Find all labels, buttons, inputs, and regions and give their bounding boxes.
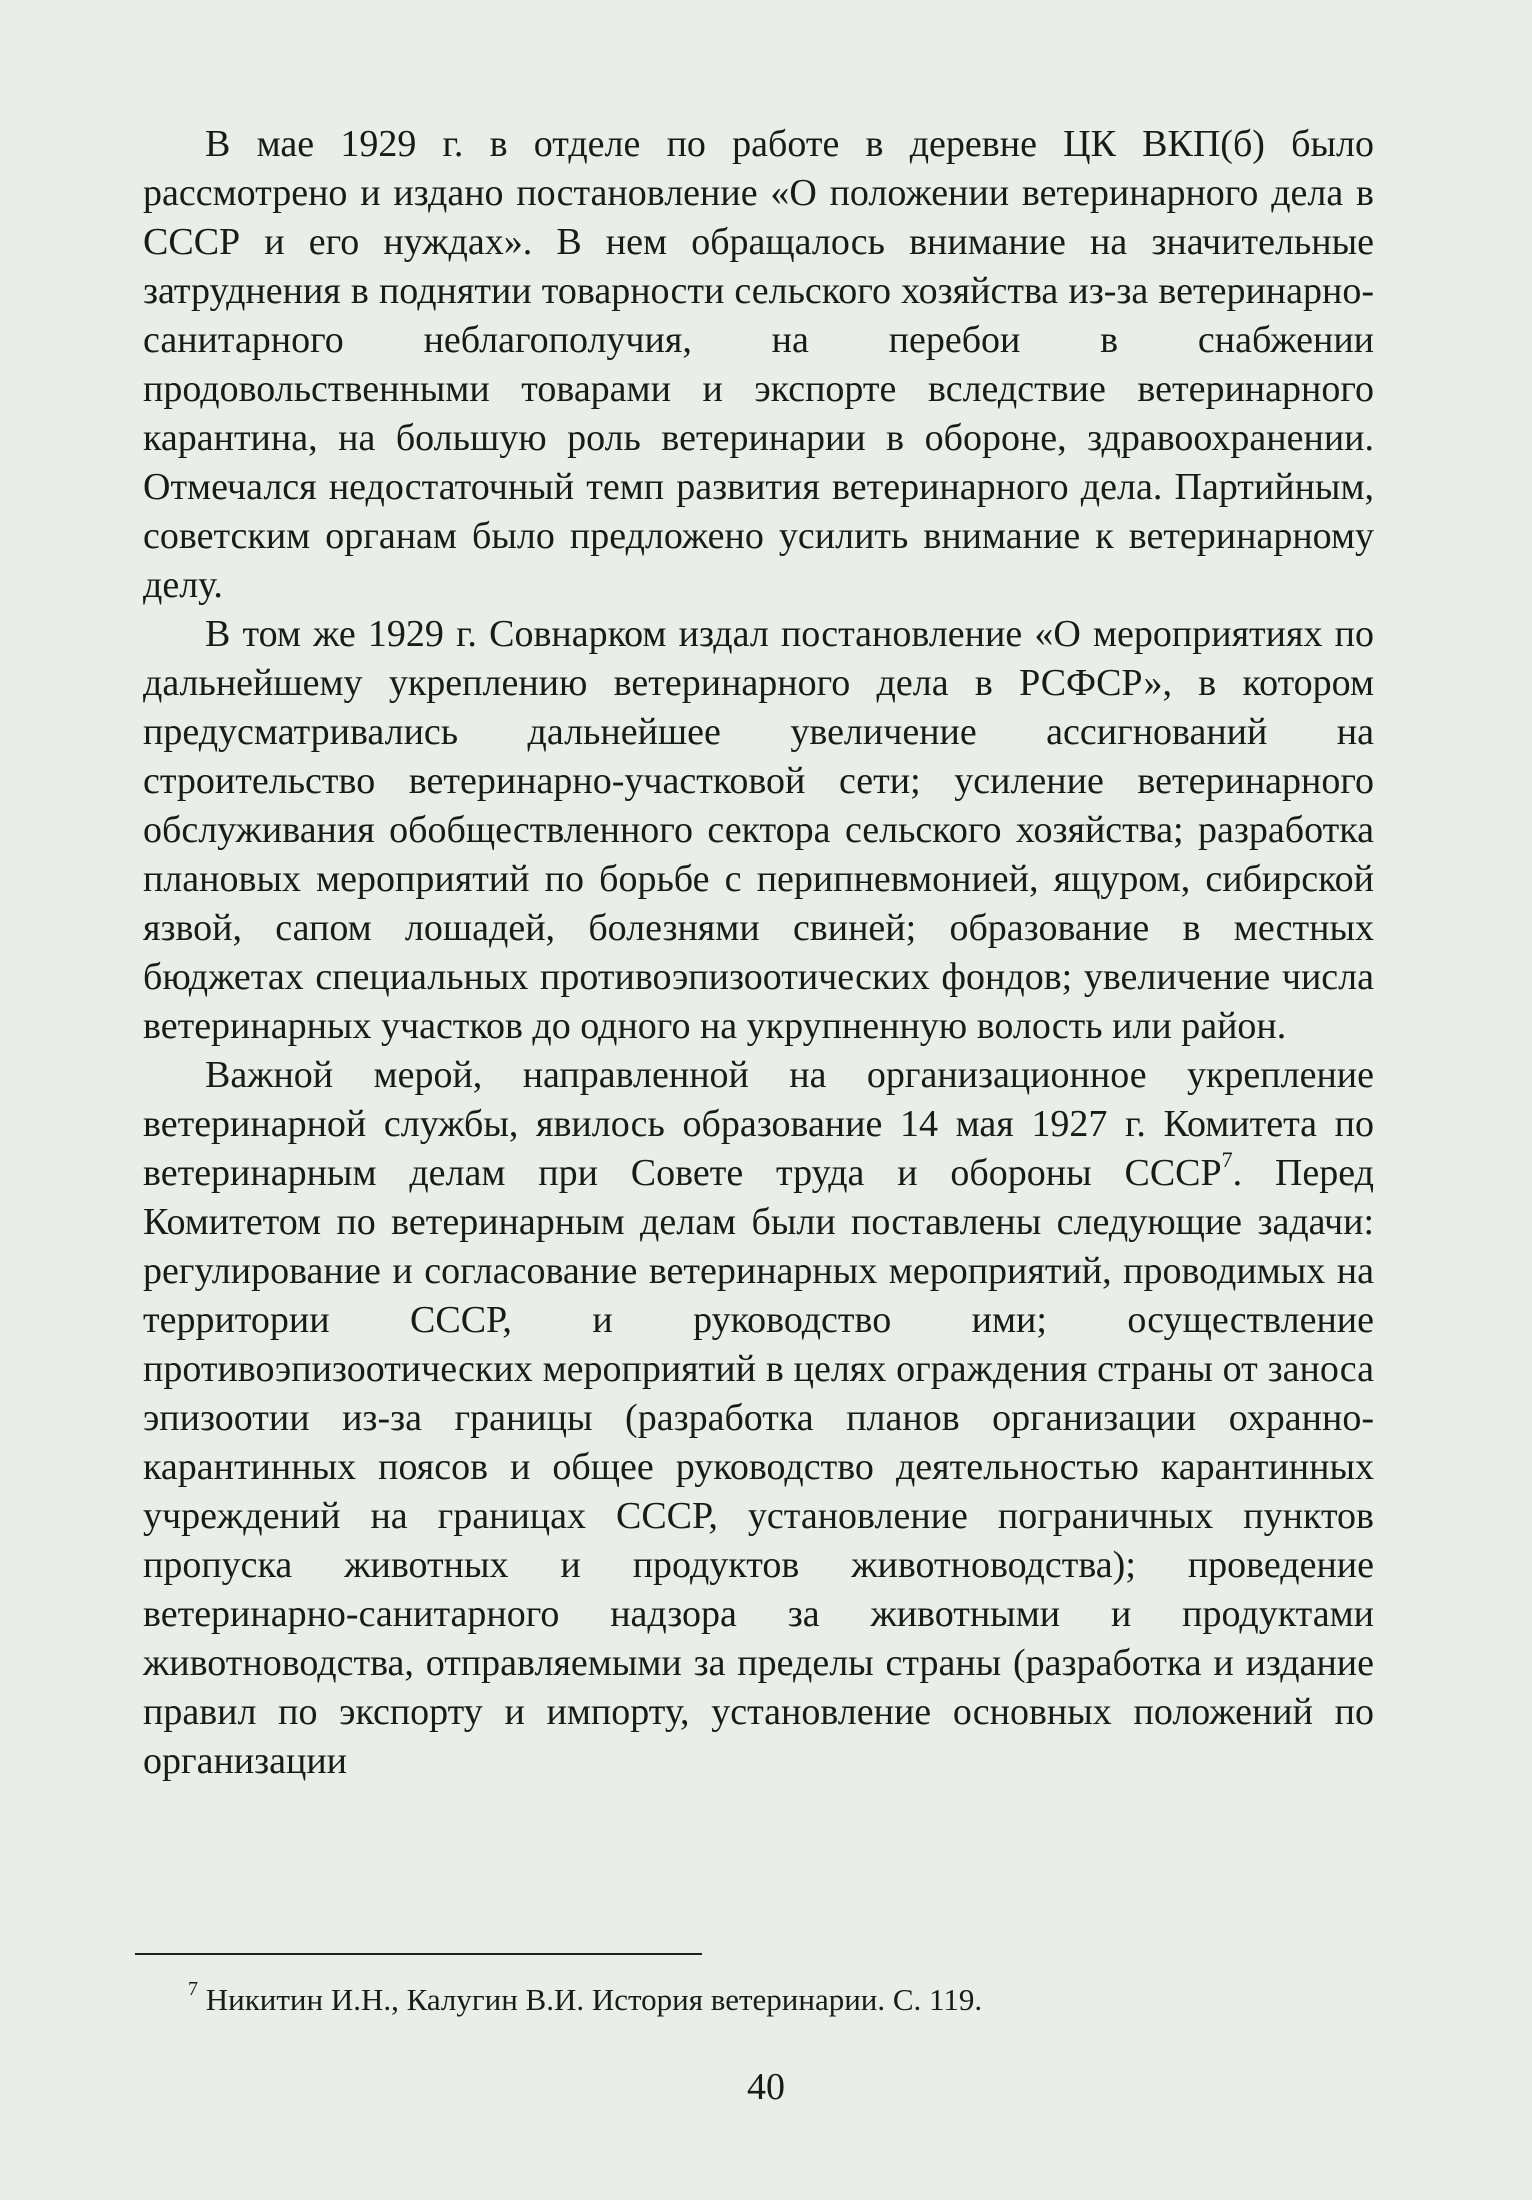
paragraph-2: В том же 1929 г. Совнарком издал постановление «О мероприятиях по дальнейшему укреплению ветеринарного дела в РСФСР», в котором предусматривались дальнейшее увеличение ассигнований на строительство ветеринарно-участковой сети; усиление ветеринарного обслуживания обобществленного сектора сельского хозяйства; разработка плановых мероприятий по борьбе с перипневмонией, ящуром, сибирской язвой, сапом лошадей, болезнями свиней; образование в местных бюджетах специальных противоэпизоотических фондов; увеличение числа ветеринарных участков до одного на укрупненную волость или район. [143,613,1374,1047]
body-text [143,120,1374,1786]
paragraph-1: В мае 1929 г. в отделе по работе в деревне ЦК ВКП(б) было рассмотрено и издано постановление «О положении ветеринарного дела в СССР и его нуждах». В нем обращалось внимание на значительные затруднения в поднятии товарности сельского хозяйства из-за ветеринарно-санитарного неблагополучия, на перебои в снабжении продовольственными товарами и экспорте вследствие ветеринарного карантина, на большую роль ветеринарии в обороне, здравоохранении. Отмечался недостаточный темп развития ветеринарного дела. Партийным, советским органам было предложено усилить внимание к ветеринарному делу. [143,123,1374,606]
footnote [188,1977,1368,2020]
page-number: 40 [747,2066,785,2108]
footnote-marker: 7 [188,1977,198,2000]
paragraph-3-text-before-note: Важной мерой, направленной на организационное укрепление ветеринарной службы, явилось образование 14 мая 1927 г. Комитета по ветеринарным делам при Совете труда и обороны СССР [143,1054,1374,1194]
paragraph-3 [143,1051,1374,1786]
footnote-reference: 7 [1221,1147,1233,1173]
paragraph-3-text-after-note: . Перед Комитетом по ветеринарным делам были поставлены следующие задачи: регулирование и согласование ветеринарных мероприятий, проводимых на территории СССР, и руководство ими; осуществление противоэпизоотических мероприятий в целях ограждения страны от заноса эпизоотии из-за границы (разработка планов организации охранно-карантинных поясов и общее руководство деятельностью карантинных учреждений на границах СССР, установление пограничных пунктов пропуска животных и продуктов животноводства); проведение ветеринарно-санитарного надзора за животными и продуктами животноводства, отправляемыми за пределы страны (разработка и издание правил по экспорту и импорту, установление основных положений по организации [143,1152,1374,1782]
footnote-text: Никитин И.Н., Калугин В.И. История ветеринарии. С. 119. [205,1982,983,2017]
footnote-divider [135,1953,702,1955]
